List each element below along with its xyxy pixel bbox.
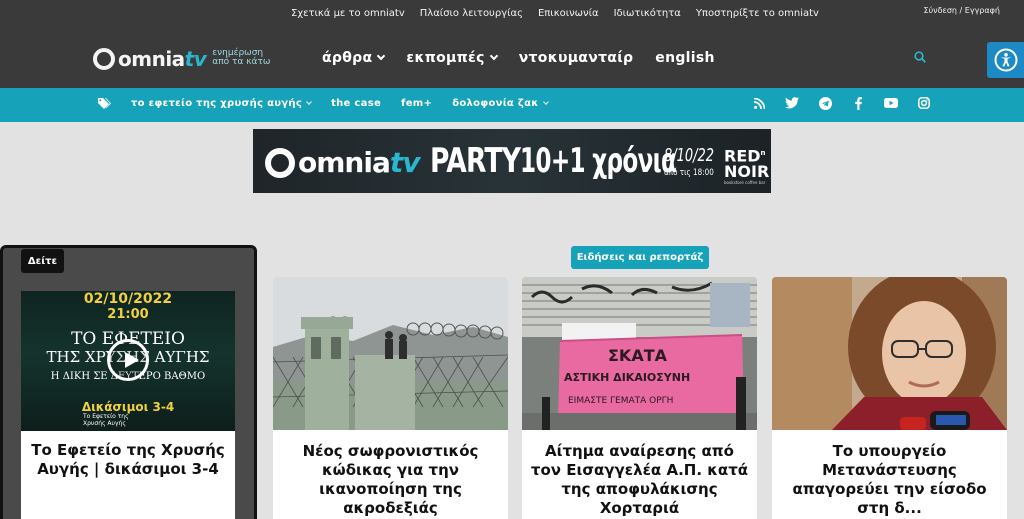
topics-nav	[131, 98, 568, 109]
accessibility-icon	[994, 48, 1018, 72]
news-card-title[interactable]: Αίτημα αναίρεσης από τον Εισαγγελέα Α.Π. κατά της αποφυλάκισης Χορταριά	[530, 442, 749, 517]
thumb-time: 21:00	[107, 307, 149, 322]
nav-shows-label: εκπομπές	[406, 50, 485, 66]
nav-articles-label: άρθρα	[322, 50, 373, 66]
banner-text-3: ΕΙΜΑΣΤΕ ΓΕΜΑΤΑ ΟΡΓΗ	[568, 396, 674, 406]
main-nav	[322, 50, 737, 66]
banner-text-1: ΣΚΑΤΑ	[608, 346, 668, 365]
play-icon[interactable]	[107, 339, 149, 381]
youtube-icon[interactable]	[884, 96, 898, 110]
banner-time: από τις 18:00	[664, 168, 714, 178]
tags-icon	[98, 98, 111, 110]
party-banner[interactable]	[253, 129, 771, 193]
privacy-link[interactable]: Ιδιωτικότητα	[613, 8, 681, 19]
news-card-title[interactable]: Νέος σωφρονιστικός κώδικας για την ικανοποίηση της ακροδεξιάς	[302, 442, 479, 517]
facebook-icon[interactable]	[851, 96, 865, 110]
support-link[interactable]: Υποστηρίξτε το omniatv	[695, 8, 819, 19]
banner-venue	[724, 145, 769, 180]
logo-tagline-1: ενημέρωση	[212, 48, 264, 58]
video-thumbnail[interactable]	[21, 291, 235, 431]
thumb-line-3: Η ΔΙΚΗ ΣΕ ΔΕΥΤΕΡΟ ΒΑΘΜΟ	[50, 371, 206, 382]
news-section-label[interactable]: Ειδήσεις και ρεπορτάζ	[571, 246, 709, 269]
logo-circle-icon	[93, 48, 115, 70]
watch-title[interactable]: Το Εφετείο της Χρυσής Αυγής | δικάσιμοι 3-4	[31, 441, 225, 478]
banner-party: PARTY	[430, 141, 521, 181]
news-card-title[interactable]: Το υπουργείο Μετανάστευσης απαγορεύει την είσοδο στη δ...	[792, 442, 987, 517]
thumb-date: 02/10/2022	[83, 291, 173, 307]
nav-english[interactable]	[655, 50, 714, 66]
framework-link[interactable]: Πλαίσιο λειτουργίας	[419, 8, 523, 19]
topic-golden-dawn-appeal[interactable]	[131, 98, 311, 109]
about-link[interactable]: Σχετικά με το omniatv	[291, 8, 405, 19]
logo-suffix: tv	[184, 47, 207, 71]
topic-fem[interactable]	[401, 98, 432, 109]
banner-brand-suffix: tv	[389, 146, 420, 179]
thumb-line-4: Δικάσιμοι 3-4	[81, 400, 175, 414]
banner-years: 10+1 χρόνια	[520, 141, 677, 181]
logo-word: omnia	[118, 47, 185, 71]
watch-badge: Δείτε	[21, 249, 64, 273]
topic-label: δολοφονία ζακ	[452, 98, 539, 109]
banner-logo	[265, 146, 419, 179]
banner-venue-small: bookstore coffee bar	[724, 180, 766, 185]
twitter-icon[interactable]	[785, 96, 799, 110]
login-link[interactable]: Σύνδεση / Εγγραφή	[923, 6, 1000, 15]
protest-photo[interactable]	[522, 277, 757, 430]
chevron-down-icon	[543, 99, 549, 105]
rss-icon[interactable]	[752, 96, 766, 110]
banner-text-2: ΑΣΤΙΚΗ ΔΙΚΑΙΟΣΥΝΗ	[564, 371, 691, 384]
topic-label: το εφετείο της χρυσής αυγής	[131, 98, 303, 109]
banner-venue-1: RED	[724, 146, 761, 166]
news-card[interactable]	[273, 277, 508, 519]
banner-date: 8/10/22	[664, 145, 714, 166]
news-card[interactable]	[772, 277, 1007, 519]
chevron-down-icon	[306, 99, 312, 105]
social-links	[752, 96, 950, 110]
nav-documentaries[interactable]	[519, 50, 634, 66]
banner-venue-sup: n	[760, 149, 766, 157]
telegram-icon[interactable]	[818, 96, 832, 110]
banner-brand: omnia	[298, 146, 390, 179]
thumb-line-5: Το Εφετείο της Χρυσής Αυγής	[83, 413, 129, 427]
site-logo[interactable]	[93, 47, 270, 71]
topic-zak-murder[interactable]	[452, 98, 547, 109]
thumb-line-1: ΤΟ ΕΦΕΤΕΙΟ	[71, 329, 185, 349]
contact-link[interactable]: Επικοινωνία	[537, 8, 599, 19]
logo-tagline	[212, 49, 270, 67]
chevron-down-icon	[489, 52, 497, 60]
chevron-down-icon	[377, 52, 385, 60]
topic-the-case[interactable]	[331, 98, 381, 109]
banner-logo-circle-icon	[265, 148, 295, 178]
logo-tagline-2: από τα κάτω	[212, 57, 271, 67]
topic-label: fem+	[401, 98, 433, 109]
nav-articles[interactable]	[322, 50, 384, 66]
accessibility-button[interactable]	[987, 42, 1024, 78]
watch-card[interactable]	[21, 431, 235, 519]
nav-english-label: english	[655, 50, 715, 66]
utility-links	[291, 8, 834, 19]
minister-photo[interactable]	[772, 277, 1007, 430]
nav-shows[interactable]	[406, 50, 496, 66]
thumb-line-2: ΤΗΣ ΧΡΥΣΗΣ ΑΥΓΗΣ	[46, 348, 210, 366]
news-card[interactable]	[522, 277, 757, 519]
prison-photo[interactable]	[273, 277, 508, 430]
topic-label: the case	[331, 98, 382, 109]
banner-venue-2: NOIR	[724, 162, 770, 182]
instagram-icon[interactable]	[917, 96, 931, 110]
search-icon[interactable]	[914, 51, 926, 63]
nav-documentaries-label: ντοκυμανταίρ	[518, 50, 634, 66]
